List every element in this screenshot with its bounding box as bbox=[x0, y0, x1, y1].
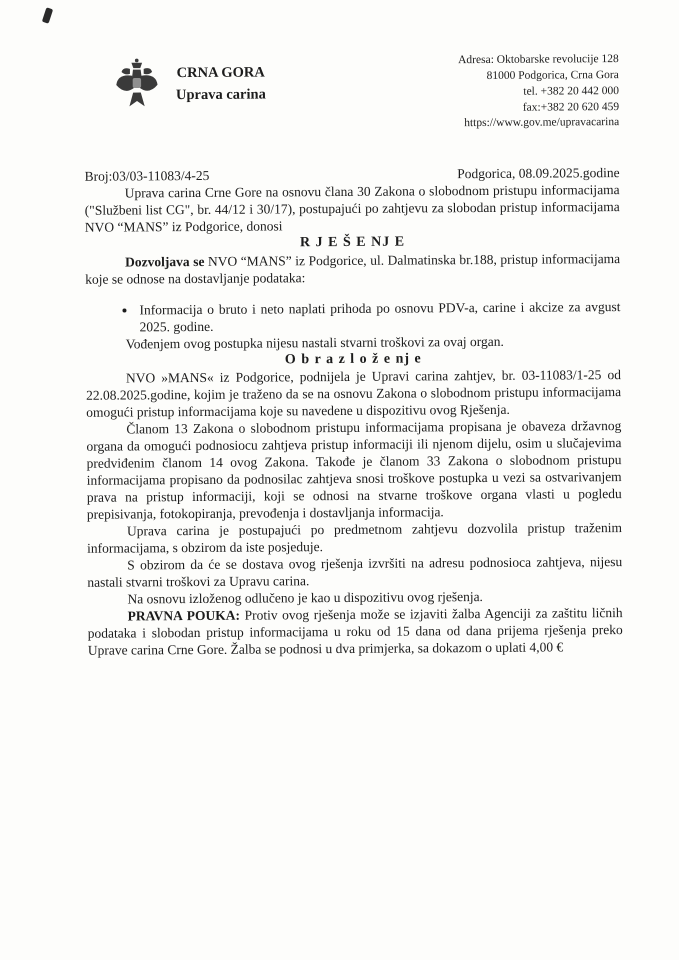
doc-number: Broj:03/03-11083/4-25 bbox=[84, 167, 210, 184]
dispositive-list bbox=[85, 298, 620, 336]
explanation-paragraph: Uprava carina je postupajući po predmetnom zahtjevu dozvolila pristup traženim informacijama, s obzirom da iste posjeduje. bbox=[87, 520, 623, 557]
org-name: CRNA GORA bbox=[176, 64, 265, 81]
dispositive-lead: Dozvoljava se bbox=[125, 253, 205, 270]
dispositive-rest: NVO “MANS” iz Podgorice, ul. Dalmatinska br.188, pristup informacijama koje se odnose na dostavljanje podataka: bbox=[85, 250, 621, 287]
address-line: fax:+382 20 620 459 bbox=[522, 100, 620, 114]
website-line: https://www.gov.me/upravacarina bbox=[464, 116, 620, 130]
coat-of-arms-icon bbox=[114, 57, 160, 112]
legal-notice-text: Protiv ovog rješenja može se izjaviti žalba Agenciji za zaštitu ličnih podataka i slobodan pristup informacijama u roku od 15 dana od dana prijema rješenja preko Uprave carina Crne Gore. Žalba se podnosi u dva primjerka, sa dokazom o uplati 4,00 € bbox=[87, 605, 623, 659]
address-line: tel. +382 20 442 000 bbox=[523, 84, 620, 98]
explanation-paragraph: Na osnovu izloženog odlučeno je kao u dispozitivu ovog rješenja. bbox=[127, 589, 483, 607]
letterhead-left bbox=[114, 57, 266, 113]
letterhead bbox=[84, 48, 620, 138]
legal-notice-paragraph bbox=[88, 604, 623, 659]
place-date: Podgorica, 08.09.2025.godine bbox=[457, 165, 620, 182]
explanation-paragraph: Članom 13 Zakona o slobodnom pristupu informacijama propisana je obaveza državnog organa da omogući podnosiocu zahtjeva pristup informaciji ili njenom dijelu, osim u slučajevima predviđenim članom 14 ovog Zakona. Takođe je članom 33 Zakona o slobodnom pristupu informacijama propisano da podnosilac zahtjeva snosi troškove postupka u vezi sa ostvarivanjem prava na pristup informaciji, koji se odnosi na stvarne troškove organa vlasti u pogledu prepisivanja, fotokopiranja, prevođenja i dostavljanja informacija. bbox=[86, 418, 622, 523]
list-item: • Informacija o bruto i neto naplati prihoda po osnovu PDV-a, carine i akcize za avgust 2025. godine. bbox=[137, 298, 620, 335]
costs-paragraph: Vođenjem ovog postupka nijesu nastali stvarni troškovi za ovaj organ. bbox=[125, 333, 504, 352]
explanation-paragraph: S obzirom da će se dostava ovog rješenja izvršiti na adresu podnosioca zahtjeva, nijesu nastali stvarni troškovi za Upravu carina. bbox=[87, 554, 623, 591]
address-line: 81000 Podgorica, Crna Gora bbox=[486, 68, 619, 82]
org-dept: Uprava carina bbox=[175, 86, 266, 103]
intro-paragraph: Uprava carina Crne Gore na osnovu člana 30 Zakona o slobodnom pristupu informacijama ("Službeni list CG", br. 44/12 i 30/17), postupajući po zahtjevu za slobodan pristup informacijama NVO “MANS” iz Podgorice, donosi bbox=[84, 182, 620, 235]
legal-notice-label: PRAVNA POUKA: bbox=[127, 607, 241, 624]
resolution-title: R J E Š E NJ E bbox=[299, 234, 406, 251]
explanation-paragraph: NVO »MANS« iz Podgorice, podnijela je Upravi carina zahtjev, br. 03-11083/1-25 od 22.08.2025.godine, kojim je traženo da se na osnovu Zakona o slobodnom pristupu informacijama omogući pristup informacijama koje su navedene u dispozitivu ovog Rješenja. bbox=[86, 367, 622, 421]
address-line: Adresa: Oktobarske revolucije 128 bbox=[458, 53, 619, 67]
explanation-title: O b r a z l o ž e nj e bbox=[284, 351, 422, 368]
dispositive-paragraph bbox=[85, 250, 620, 288]
address-block bbox=[458, 52, 619, 132]
org-block bbox=[176, 62, 266, 106]
